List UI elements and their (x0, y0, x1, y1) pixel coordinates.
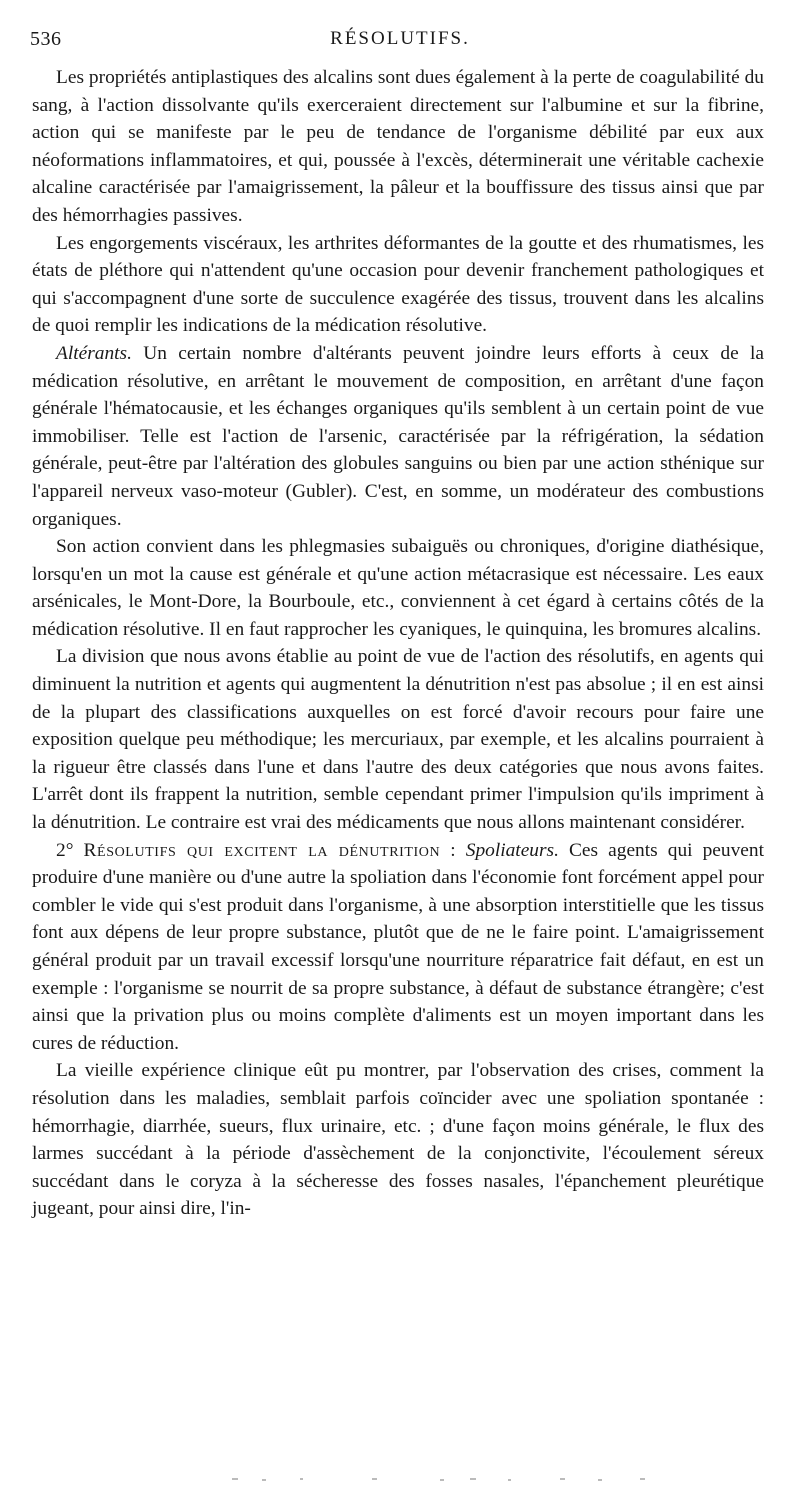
paragraph-text: Son action convient dans les phlegmasies subaiguës ou chroniques, d'origine diathésique, lorsqu'en un mot la cause est générale et qu'une action métacrasique est nécessaire. Les eaux arsénicales, le Mont-Dore, la Bourboule, etc., conviennent à cet égard à certains côtés de la médication résolutive. Il en faut rapprocher les cyaniques, le quinquina, les bromures alcalins. (32, 536, 764, 640)
paragraph-text: Les engorgements viscéraux, les arthrites déformantes de la goutte et des rhumatismes, les états de pléthore qui n'attendent qu'une occasion pour devenir franchement pathologiques et qui s'accompagnent d'une sorte de succulence exagérée des tissus, trouvent dans les alcalins de quoi remplir les indications de la médication résolutive. (32, 232, 764, 337)
paragraph-text: La vieille expérience clinique eût pu montrer, par l'observation des crises, comment la résolution dans les maladies, semblait parfois coïncider avec une spoliation spontanée : hémorrhagie, diarrhée, sueurs, flux urinaire, etc. ; d'une façon moins générale, le flux des larmes succédant à la période d'assèchement de la conjonctivite, l'écoulement séreux succédant dans le coryza à la sécheresse des fosses nasales, l'épanchement pleurétique jugeant, pour ainsi dire, l'in- (32, 1060, 764, 1220)
paragraph-2 (32, 230, 764, 340)
paragraph-7 (32, 1057, 764, 1223)
heading-separator: : (440, 839, 466, 861)
page-number: 536 (30, 28, 62, 50)
running-title: RÉSOLUTIFS. (330, 28, 470, 49)
paragraph-5 (32, 643, 764, 836)
paragraph-3 (32, 340, 764, 533)
section-number: 2° (56, 839, 74, 861)
paragraph-lead-term: Spoliateurs. (465, 839, 559, 861)
paragraph-1 (32, 64, 764, 230)
paragraph-text: Ces agents qui peuvent produire d'une manière ou d'une autre la spoliation dans l'économie font forcément appel pour combler le vide qui s'est produit dans l'organisme, à une absorption interstitielle que les tissus font aux dépens de leur propre substance, plutôt que de ne le faire point. L'amaigrissement général produit par un travail excessif lorsqu'une nourriture réparatrice fait défaut, en est un exemple : l'organisme se nourrit de sa propre substance, à défaut de substance étrangère; c'est ainsi que la privation plus ou moins complète d'aliments est un moyen important dans les cures de réduction. (32, 839, 764, 1054)
section-heading: Résolutifs qui excitent la dénutrition (83, 839, 441, 861)
paragraph-lead-term: Altérants. (56, 342, 132, 364)
paragraph-text: Un certain nombre d'altérants peuvent joindre leurs efforts à ceux de la médication résolutive, en arrêtant le mouvement de composition, en arrêtant d'une façon générale l'hématocausie, et les échanges organiques qu'ils semblent à un certain point de vue immobiliser. Telle est l'action de l'arsenic, caractérisée par la réfrigération, la sédation générale, peut-être par l'altération des globules sanguins ou bien par une action sthénique sur l'appareil nerveux vaso-moteur (Gubler). C'est, en somme, un modérateur des combustions organiques. (32, 342, 764, 530)
paragraph-6 (32, 837, 764, 1058)
paragraph-text: Les propriétés antiplastiques des alcalins sont dues également à la perte de coagulabilité du sang, à l'action dissolvante qu'ils exerceraient directement sur l'albumine et sur la fibrine, action qui se manifeste par le peu de tendance de l'organisme débilité par eux aux néoformations inflammatoires, et qui, poussée à l'excès, déterminerait une véritable cachexie alcaline caractérisée par l'amaigrissement, la pâleur et la bouffissure des tissus ainsi que par des hémorrhagies passives. (32, 67, 764, 226)
body-text (32, 64, 764, 1223)
paragraph-text: La division que nous avons établie au point de vue de l'action des résolutifs, en agents qui diminuent la nutrition et agents qui augmentent la dénutrition n'est pas absolue ; il en est ainsi de la plupart des classifications auxquelles on est forcé d'avoir recours pour faire une exposition quelque peu méthodique; les mercuriaux, par exemple, et les alcalins pourraient à la rigueur être classés dans l'une et dans l'autre des deux catégories que nous avons faites. L'arrêt dont ils frappent la nutrition, semble cependant primer l'impulsion qu'ils impriment à la dénutrition. Le contraire est vrai des médicaments que nous allons maintenant considérer. (32, 646, 764, 834)
scan-speckles (0, 1470, 800, 1490)
paragraph-4 (32, 533, 764, 643)
page-header (30, 28, 770, 58)
